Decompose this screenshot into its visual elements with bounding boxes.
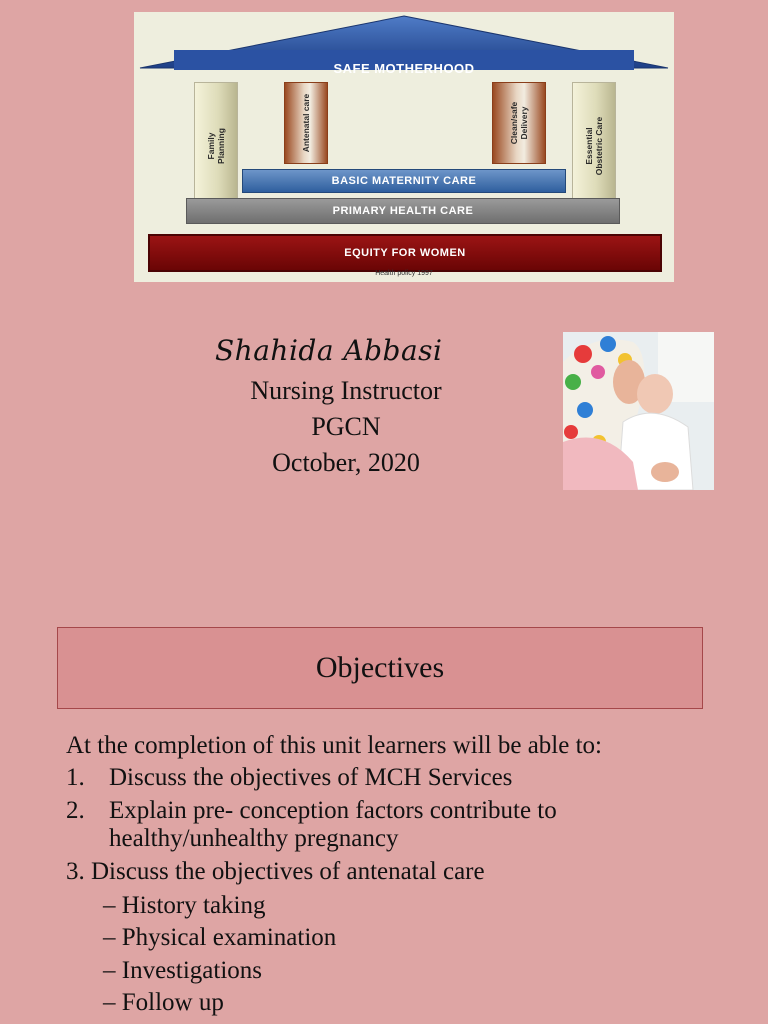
pillar-label: Planning <box>216 128 226 164</box>
objective-item-1 <box>66 763 513 793</box>
author-date: October, 2020 <box>272 448 420 477</box>
sub-objective-item <box>103 891 266 921</box>
sub-objective-item <box>103 988 224 1018</box>
dash-bullet: – <box>103 957 116 984</box>
objectives-intro: At the completion of this unit learners will be able to: <box>66 732 602 759</box>
pillar-antenatal-care <box>284 82 328 164</box>
primary-health-care-bar: PRIMARY HEALTH CARE <box>186 198 620 224</box>
pillar-label: Family <box>206 132 216 160</box>
diagram-source: Health policy 1997 <box>375 270 433 277</box>
pillar-label: Obstetric Care <box>594 116 604 176</box>
author-title: Nursing Instructor <box>250 376 442 405</box>
pillar-family-planning <box>194 82 238 210</box>
sub-objective-item <box>103 956 262 986</box>
safe-motherhood-diagram <box>134 12 674 282</box>
mother-baby-photo <box>563 332 714 490</box>
pillar-label: Essential <box>584 127 594 165</box>
objective-text: Discuss the objectives of MCH Services <box>109 764 513 791</box>
objective-text-continued: healthy/unhealthy pregnancy <box>109 825 399 852</box>
dash-bullet: – <box>103 892 116 919</box>
pillar-clean-safe-delivery <box>492 82 546 164</box>
objectives-heading: Objectives <box>57 627 703 709</box>
sub-objective-text: History taking <box>121 892 266 919</box>
sub-objective-text: Physical examination <box>121 924 337 951</box>
dash-bullet: – <box>103 924 116 951</box>
sub-objective-text: Investigations <box>121 957 263 984</box>
sub-objective-item <box>103 923 336 953</box>
author-name: Shahida Abbasi <box>215 334 443 367</box>
objective-number: 1. <box>66 764 85 791</box>
pillar-essential-obstetric-care <box>572 82 616 210</box>
objective-item-2 <box>66 796 557 826</box>
dash-bullet: – <box>103 989 116 1016</box>
roof-label: SAFE MOTHERHOOD <box>333 61 475 76</box>
objective-item-3: 3. Discuss the objectives of antenatal care <box>66 858 485 885</box>
basic-maternity-care-bar: BASIC MATERNITY CARE <box>242 169 566 193</box>
objective-number: 2. <box>66 797 85 824</box>
sub-objective-text: Follow up <box>121 989 224 1016</box>
objective-text: Explain pre- conception factors contribute to <box>109 797 557 824</box>
mother-baby-illustration <box>563 332 714 490</box>
author-org: PGCN <box>311 412 381 441</box>
pillar-label: Antenatal care <box>301 93 311 153</box>
equity-for-women-bar: EQUITY FOR WOMEN <box>148 234 662 272</box>
pillar-label: Delivery <box>519 106 529 140</box>
pillar-label: Clean/safe <box>509 101 519 145</box>
